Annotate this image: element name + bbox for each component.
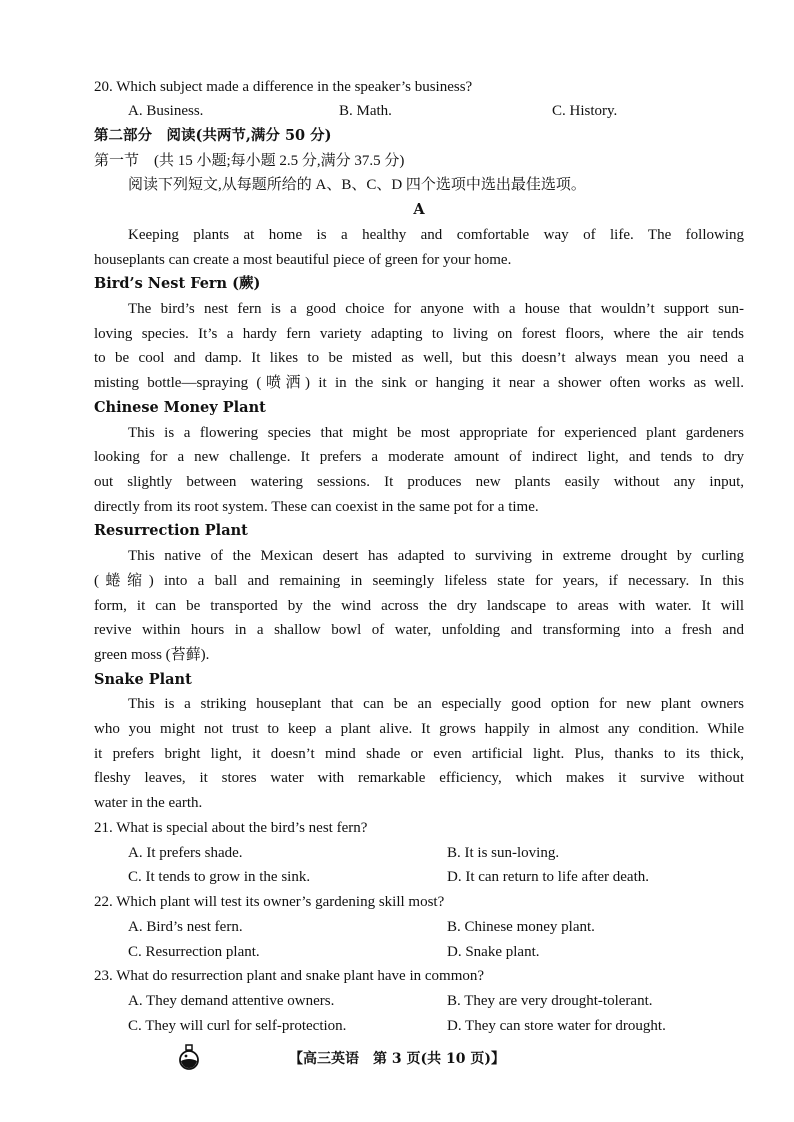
q21-option-d: D. It can return to life after death.	[447, 869, 649, 885]
snake-line: This is a striking houseplant that can be an especially good option for new plant owners	[128, 696, 744, 712]
money-title: Chinese Money Plant	[94, 399, 266, 416]
money-line: directly from its root system. These can coexist in the same pot for a time.	[94, 499, 539, 515]
snake-line: fleshy leaves, it stores water with remarkable efficiency, which makes it survive without	[94, 770, 744, 786]
res-line: (蜷缩) into a ball and remaining in seemingly lifeless state for years, if necessary. In this	[94, 573, 744, 589]
snake-line: water in the earth.	[94, 795, 203, 811]
fern-line: The bird’s nest fern is a good choice for anyone with a house that wouldn’t support sun-	[128, 301, 744, 317]
q22-stem: 22. Which plant will test its owner’s gardening skill most?	[94, 894, 445, 910]
q20-option-b: B. Math.	[339, 103, 392, 119]
money-line: out slightly between watering sessions. It produces new plants easily without any input,	[94, 474, 744, 490]
snake-title: Snake Plant	[94, 671, 192, 688]
fern-title: Bird’s Nest Fern (蕨)	[94, 275, 261, 292]
q22-option-a: A. Bird’s nest fern.	[128, 919, 243, 935]
q21-option-b: B. It is sun-loving.	[447, 845, 560, 861]
page-footer: 【高三英语 第 3 页(共 10 页)】	[289, 1051, 505, 1067]
q22-option-d: D. Snake plant.	[447, 944, 540, 960]
q21-stem: 21. What is special about the bird’s nest fern?	[94, 820, 368, 836]
fern-line: misting bottle—spraying (喷洒) it in the sink or hanging it near a shower often works as well.	[94, 375, 744, 391]
section1-heading: 第一节 (共 15 小题;每小题 2.5 分,满分 37.5 分)	[94, 153, 405, 169]
intro-line: houseplants can create a most beautiful piece of green for your home.	[94, 252, 512, 268]
q21-option-c: C. It tends to grow in the sink.	[128, 869, 311, 885]
q22-option-c: C. Resurrection plant.	[128, 944, 260, 960]
res-line: form, it can be transported by the wind across the dry landscape to areas with water. It will	[94, 598, 744, 614]
res-line: green moss (苔藓).	[94, 647, 210, 663]
res-title: Resurrection Plant	[94, 522, 248, 539]
q23-option-d: D. They can store water for drought.	[447, 1018, 666, 1034]
snake-line: it prefers bright light, it doesn’t mind shade or even artificial light. Plus, thanks to its thick,	[94, 746, 744, 762]
q22-option-b: B. Chinese money plant.	[447, 919, 595, 935]
intro-line: Keeping plants at home is a healthy and comfortable way of life. The following	[128, 227, 744, 243]
money-line: This is a flowering species that might be most appropriate for experienced plant gardeners	[128, 425, 744, 441]
passage-label: A	[413, 201, 425, 218]
q21-option-a: A. It prefers shade.	[128, 845, 243, 861]
q23-option-b: B. They are very drought-tolerant.	[447, 993, 653, 1009]
res-line: revive within hours in a shallow bowl of water, unfolding and transforming into a fresh and	[94, 622, 744, 638]
q20-stem: 20. Which subject made a difference in the speaker’s business?	[94, 79, 473, 95]
q23-option-c: C. They will curl for self-protection.	[128, 1018, 347, 1034]
q23-stem: 23. What do resurrection plant and snake plant have in common?	[94, 968, 485, 984]
q20-option-c: C. History.	[552, 103, 618, 119]
part2-heading: 第二部分 阅读(共两节,满分 50 分)	[94, 127, 332, 144]
money-line: looking for a new challenge. It prefers a moderate amount of indirect light, and tends to dry	[94, 449, 744, 465]
q20-option-a: A. Business.	[128, 103, 204, 119]
fern-line: to be cool and damp. It likes to be misted as well, but this doesn’t always mean you need a	[94, 350, 744, 366]
fern-line: loving species. It’s a hardy fern variety adapting to living on forest floors, where the air tends	[94, 326, 744, 342]
q23-option-a: A. They demand attentive owners.	[128, 993, 335, 1009]
instruction: 阅读下列短文,从每题所给的 A、B、C、D 四个选项中选出最佳选项。	[128, 177, 586, 193]
res-line: This native of the Mexican desert has adapted to surviving in extreme drought by curling	[128, 548, 744, 564]
snake-line: who you might not trust to keep a plant alive. It grows happily in almost any condition. While	[94, 721, 744, 737]
